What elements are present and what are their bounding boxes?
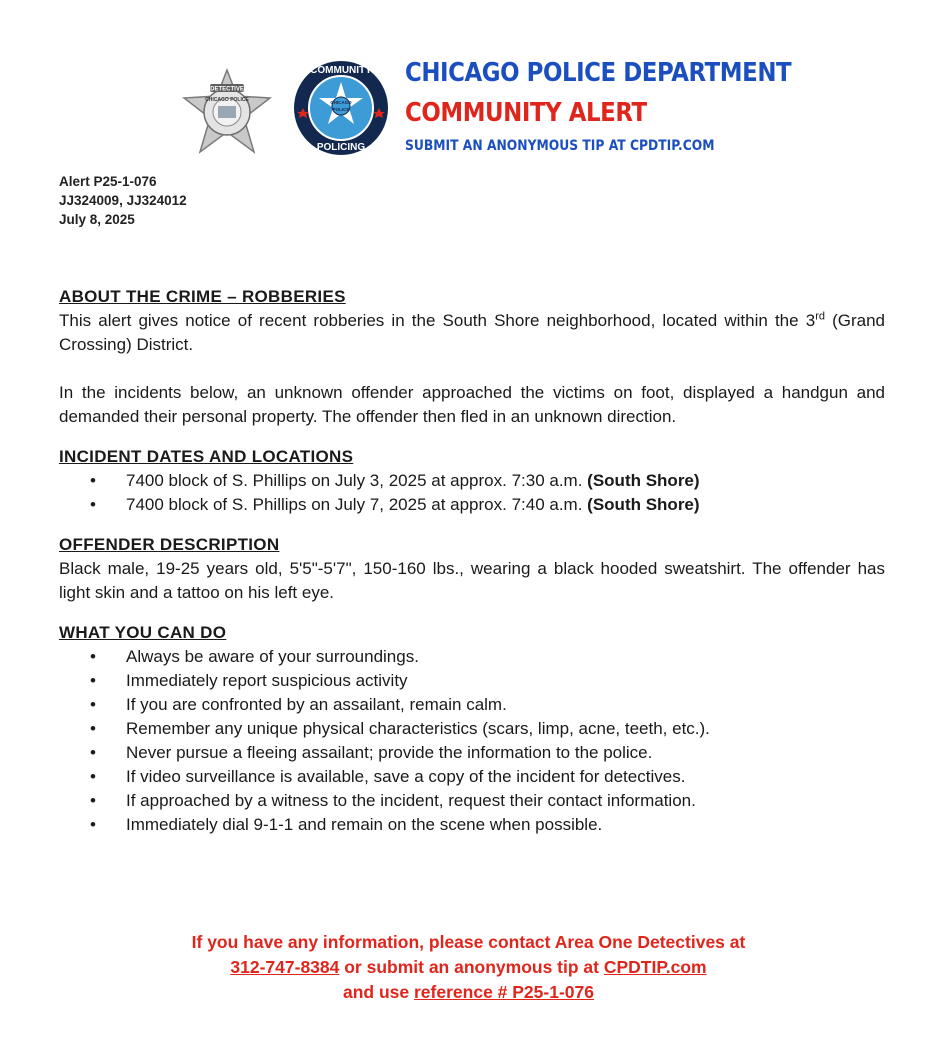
badge-center-bottom-text: POLICE: [332, 107, 350, 112]
what-you-can-do-heading: WHAT YOU CAN DO: [59, 623, 227, 642]
badge-community-top-text: COMMUNITY: [310, 65, 372, 76]
incident-area: (South Shore): [587, 471, 700, 490]
about-paragraph-1: [59, 309, 885, 357]
incident-text: 7400 block of S. Phillips on July 3, 2025 at approx. 7:30 a.m.: [126, 471, 588, 490]
list-item: • Never pursue a fleeing assailant; provide the information to the police.: [59, 741, 885, 765]
bullet-icon: •: [90, 767, 96, 786]
badge-ring-text: CHICAGO POLICE: [205, 97, 249, 103]
bullet-icon: •: [90, 647, 96, 666]
phone-number-link[interactable]: 312-747-8384: [230, 957, 340, 977]
list-item: • Immediately dial 9-1-1 and remain on the scene when possible.: [59, 813, 885, 837]
about-paragraph-1-text: This alert gives notice of recent robberies in the South Shore neighborhood, located within the 3: [59, 311, 816, 330]
incidents-heading: INCIDENT DATES AND LOCATIONS: [59, 447, 354, 466]
bullet-icon: •: [90, 743, 96, 762]
tipline: SUBMIT AN ANONYMOUS TIP AT CPDTIP.COM: [405, 138, 715, 154]
bullet-icon: •: [90, 471, 96, 490]
list-item: • Always be aware of your surroundings.: [59, 645, 885, 669]
about-paragraph-2: In the incidents below, an unknown offender approached the victims on foot, displayed a handgun and demanded their personal property. The offender then fled in an unknown direction.: [59, 383, 885, 426]
community-policing-badge-icon: [292, 58, 390, 158]
bullet-icon: •: [90, 719, 96, 738]
alert-body: [59, 285, 885, 837]
alert-date: July 8, 2025: [59, 212, 135, 227]
about-heading: ABOUT THE CRIME – ROBBERIES: [59, 287, 346, 306]
incident-area: (South Shore): [587, 495, 700, 514]
bullet-icon: •: [90, 495, 96, 514]
alert-header: [0, 0, 937, 170]
contact-line-1: If you have any information, please contact Area One Detectives at: [191, 932, 746, 952]
offender-heading: OFFENDER DESCRIPTION: [59, 535, 280, 554]
case-numbers: JJ324009, JJ324012: [59, 193, 187, 208]
list-item: • If video surveillance is available, save a copy of the incident for detectives.: [59, 765, 885, 789]
list-item: • Remember any unique physical characteristics (scars, limp, acne, teeth, etc.).: [59, 717, 885, 741]
badge-community-bottom-text: POLICING: [316, 142, 366, 153]
list-item: • Immediately report suspicious activity: [59, 669, 885, 693]
safety-tips-list: [59, 645, 885, 837]
list-item: • If approached by a witness to the incident, request their contact information.: [59, 789, 885, 813]
contact-line-2-text: or submit an anonymous tip at: [339, 957, 604, 977]
alert-title: COMMUNITY ALERT: [405, 98, 647, 128]
reference-number: reference # P25-1-076: [414, 982, 594, 1002]
bullet-icon: •: [90, 695, 96, 714]
contact-callout: [0, 930, 937, 1005]
badge-detective-text: DETECTIVE: [210, 86, 244, 93]
incident-text: 7400 block of S. Phillips on July 7, 2025 at approx. 7:40 a.m.: [126, 495, 588, 514]
list-item: [59, 493, 885, 517]
tip-site-link[interactable]: CPDTIP.com: [603, 957, 707, 977]
offender-description: Black male, 19-25 years old, 5'5"-5'7", 150-160 lbs., wearing a black hooded sweatshirt. The offender has light skin and a tattoo on his left eye.: [59, 559, 885, 602]
contact-line-3: [0, 980, 937, 1005]
ordinal-suffix: rd: [815, 310, 825, 323]
list-item: [59, 469, 885, 493]
bullet-icon: •: [90, 671, 96, 690]
department-name: CHICAGO POLICE DEPARTMENT: [405, 58, 792, 88]
contact-line-3-text: and use: [343, 982, 414, 1002]
alert-id: Alert P25-1-076: [59, 174, 157, 189]
about-paragraph-1-tail: (Grand Crossing) District.: [59, 311, 886, 354]
detective-star-badge-icon: [182, 68, 272, 162]
alert-meta: [59, 172, 187, 229]
contact-line-2: [0, 955, 937, 980]
incidents-list: [59, 469, 885, 517]
badge-center-top-text: CHICAGO: [330, 100, 352, 105]
bullet-icon: •: [90, 815, 96, 834]
list-item: • If you are confronted by an assailant, remain calm.: [59, 693, 885, 717]
bullet-icon: •: [90, 791, 96, 810]
